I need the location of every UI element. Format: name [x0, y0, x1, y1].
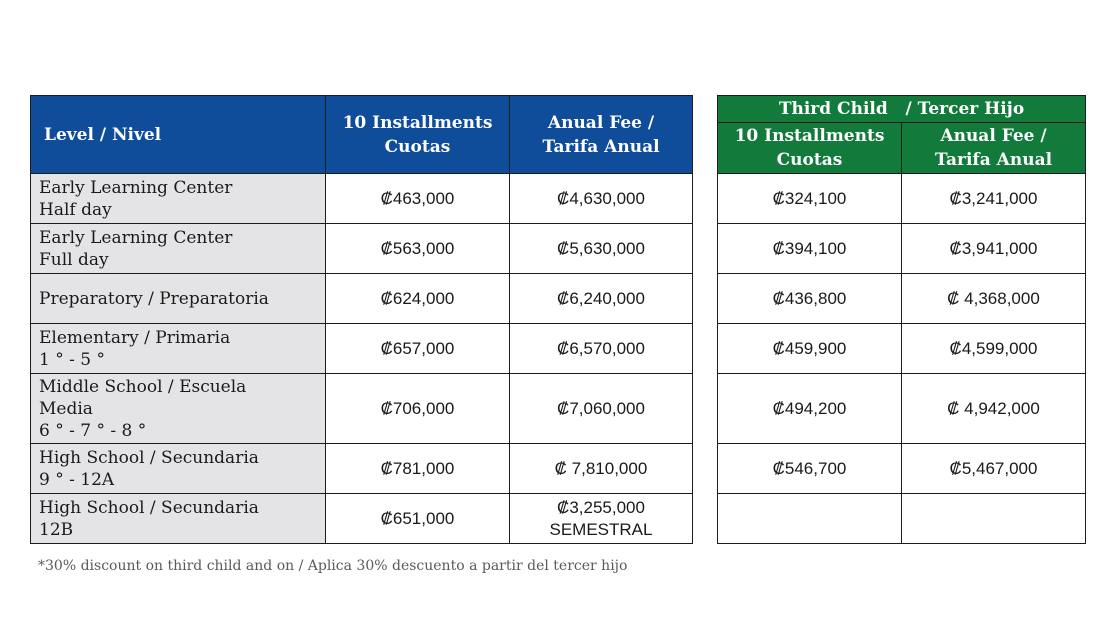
third-child-title-row: [718, 96, 1086, 123]
installments-cell: ₡324,100: [718, 174, 902, 224]
table-row: [31, 224, 693, 274]
table-row: [31, 274, 693, 324]
level-cell: Middle School / Escuela Media 6 ° - 7 ° - 8 °: [31, 374, 326, 444]
installments-cell: ₡781,000: [326, 444, 510, 494]
table-row: [31, 174, 693, 224]
table-row: [718, 224, 1086, 274]
installments-cell: ₡494,200: [718, 374, 902, 444]
level-cell: Early Learning Center Full day: [31, 224, 326, 274]
installments-cell: ₡657,000: [326, 324, 510, 374]
third-child-header-row: [718, 123, 1086, 174]
table-row: [718, 494, 1086, 544]
level-cell: High School / Secundaria 12B: [31, 494, 326, 544]
level-cell: Early Learning Center Half day: [31, 174, 326, 224]
annual-fee-cell: ₡3,941,000: [902, 224, 1086, 274]
annual-fee-cell: [902, 494, 1086, 544]
annual-fee-cell: ₡7,060,000: [510, 374, 693, 444]
table-row: [718, 324, 1086, 374]
installments-column-header: 10 Installments Cuotas: [326, 96, 510, 174]
tuition-header-row: [31, 96, 693, 174]
installments-cell: ₡463,000: [326, 174, 510, 224]
installments-cell: ₡546,700: [718, 444, 902, 494]
table-row: [718, 374, 1086, 444]
installments-cell: ₡651,000: [326, 494, 510, 544]
installments-cell: ₡563,000: [326, 224, 510, 274]
third-child-title: Third Child / Tercer Hijo: [718, 96, 1086, 123]
installments-cell: ₡706,000: [326, 374, 510, 444]
table-row: [31, 444, 693, 494]
table-row: [718, 444, 1086, 494]
annual-fee-cell: ₡5,467,000: [902, 444, 1086, 494]
table-row: [718, 274, 1086, 324]
table-row: [31, 374, 693, 444]
annual-fee-cell: ₡6,570,000: [510, 324, 693, 374]
third-annual-fee-column-header: Anual Fee / Tarifa Anual: [902, 123, 1086, 174]
third-child-table: [717, 95, 1086, 544]
installments-cell: [718, 494, 902, 544]
level-column-header: Level / Nivel: [31, 96, 326, 174]
third-installments-column-header: 10 Installments Cuotas: [718, 123, 902, 174]
level-cell: Preparatory / Preparatoria: [31, 274, 326, 324]
installments-cell: ₡459,900: [718, 324, 902, 374]
table-row: [31, 494, 693, 544]
annual-fee-cell: ₡ 4,942,000: [902, 374, 1086, 444]
installments-cell: ₡436,800: [718, 274, 902, 324]
level-cell: Elementary / Primaria 1 ° - 5 °: [31, 324, 326, 374]
level-cell: High School / Secundaria 9 ° - 12A: [31, 444, 326, 494]
annual-fee-cell: ₡4,630,000: [510, 174, 693, 224]
annual-fee-cell: ₡4,599,000: [902, 324, 1086, 374]
table-row: [31, 324, 693, 374]
installments-cell: ₡394,100: [718, 224, 902, 274]
table-row: [718, 174, 1086, 224]
annual-fee-cell: ₡3,241,000: [902, 174, 1086, 224]
annual-fee-cell: ₡5,630,000: [510, 224, 693, 274]
discount-footnote: *30% discount on third child and on / Aplica 30% descuento a partir del tercer hijo: [38, 558, 628, 574]
annual-fee-column-header: Anual Fee / Tarifa Anual: [510, 96, 693, 174]
annual-fee-cell: ₡ 4,368,000: [902, 274, 1086, 324]
annual-fee-cell: ₡3,255,000 SEMESTRAL: [510, 494, 693, 544]
annual-fee-cell: ₡ 7,810,000: [510, 444, 693, 494]
annual-fee-cell: ₡6,240,000: [510, 274, 693, 324]
tuition-table: [30, 95, 693, 544]
installments-cell: ₡624,000: [326, 274, 510, 324]
